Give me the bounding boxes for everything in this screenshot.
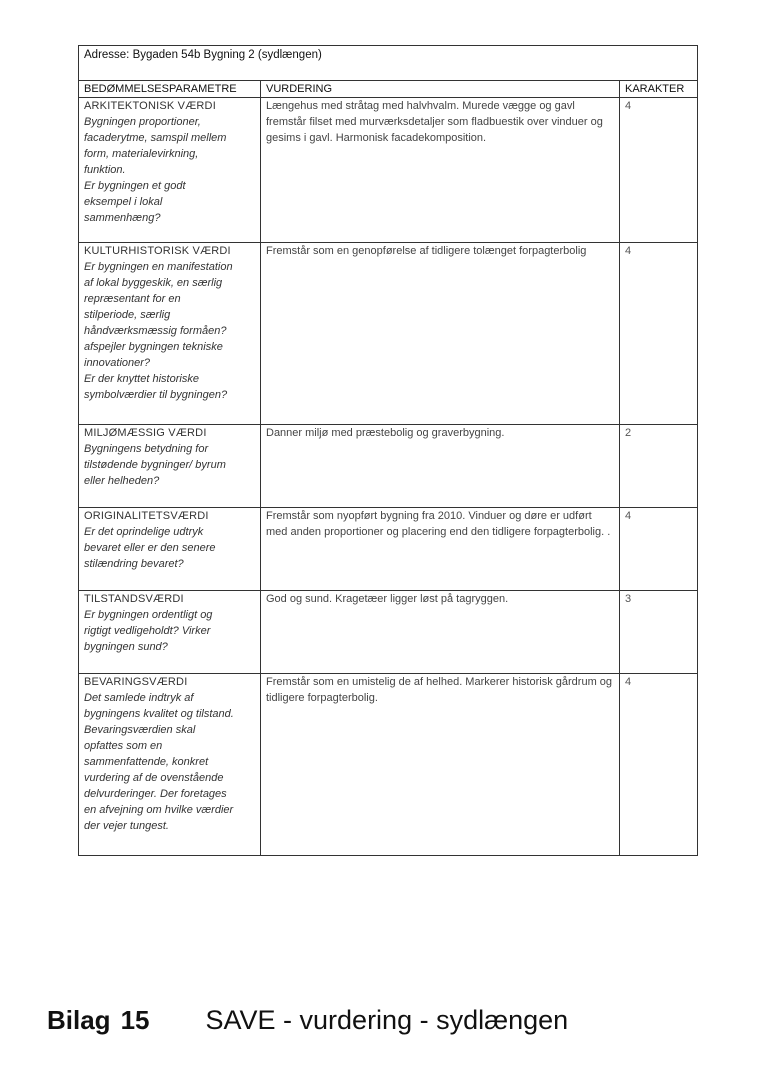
table-row [79,425,698,508]
appendix-number: 15 [120,1005,150,1035]
table-row [79,674,698,856]
param-desc: Det samlede indtryk af bygningens kvalitet og tilstand. Bevaringsværdien skal opfattes som en sammenfattende, konkret vurdering af de ovenstående delvurderinger. Der foretages en afvejning om hvilke værdier der vejer tungest. [84,692,234,832]
grade-cell: 4 [620,674,698,856]
assessment-cell: Danner miljø med præstebolig og graverbygning. [261,425,620,508]
table-row [79,98,698,243]
param-title: MILJØMÆSSIG VÆRDI [84,427,207,439]
grade-cell: 4 [620,508,698,591]
table-row [79,508,698,591]
param-desc: Bygningens betydning for tilstødende bygninger/ byrum eller helheden? [84,443,226,487]
header-row [79,81,698,98]
assessment-cell: Fremstår som en umistelig de af helhed. Markerer historisk gårdrum og tidligere forpagterbolig. [261,674,620,856]
param-desc: Bygningen proportioner, facaderytme, samspil mellem form, materialevirkning, funktion. Er bygningen et godt eksempel i lokal sammenhæng? [84,116,227,224]
param-title: BEVARINGSVÆRDI [84,676,188,688]
param-desc: Er bygningen en manifestation af lokal byggeskik, en særlig repræsentant for en stilperiode, særlig håndværksmæssig formåen? afspejler bygningen tekniske innovationer? Er der knyttet historiske symbolværdier til bygningen? [84,261,233,401]
param-cell [79,425,261,508]
param-title: ARKITEKTONISK VÆRDI [84,100,216,112]
param-title: ORIGINALITETSVÆRDI [84,510,209,522]
assessment-cell: Fremstår som en genopførelse af tidligere tolænget forpagterbolig [261,243,620,425]
param-cell [79,591,261,674]
table-row [79,243,698,425]
address-cell: Adresse: Bygaden 54b Bygning 2 (sydlængen) [79,46,698,81]
param-title: KULTURHISTORISK VÆRDI [84,245,231,257]
param-title: TILSTANDSVÆRDI [84,593,184,605]
grade-cell: 2 [620,425,698,508]
grade-cell: 3 [620,591,698,674]
assessment-cell: God og sund. Kragetæer ligger løst på tagryggen. [261,591,620,674]
param-desc: Er bygningen ordentligt og rigtigt vedligeholdt? Virker bygningen sund? [84,609,213,653]
page-title: SAVE - vurdering - sydlængen [205,1005,569,1035]
header-assessment: VURDERING [261,81,620,98]
assessment-sheet [78,45,697,856]
assessment-cell: Fremstår som nyopført bygning fra 2010. Vinduer og døre er udført med anden proportioner og placering end den tidligere forpagterbolig. . [261,508,620,591]
param-cell [79,674,261,856]
address-row [79,46,698,81]
param-cell [79,508,261,591]
appendix-label: Bilag [47,1005,111,1035]
header-param: BEDØMMELSESPARAMETRE [79,81,261,98]
grade-cell: 4 [620,243,698,425]
assessment-cell: Længehus med stråtag med halvhvalm. Murede vægge og gavl fremstår filset med murværksdetaljer som fladbuestik over vinduer og gesims i gavl. Harmonisk facadekomposition. [261,98,620,243]
header-grade: KARAKTER [620,81,698,98]
param-cell [79,98,261,243]
save-table [78,45,698,856]
table-row [79,591,698,674]
grade-cell: 4 [620,98,698,243]
param-desc: Er det oprindelige udtryk bevaret eller er den senere stilændring bevaret? [84,526,216,570]
page-footer [47,1005,568,1036]
param-cell [79,243,261,425]
